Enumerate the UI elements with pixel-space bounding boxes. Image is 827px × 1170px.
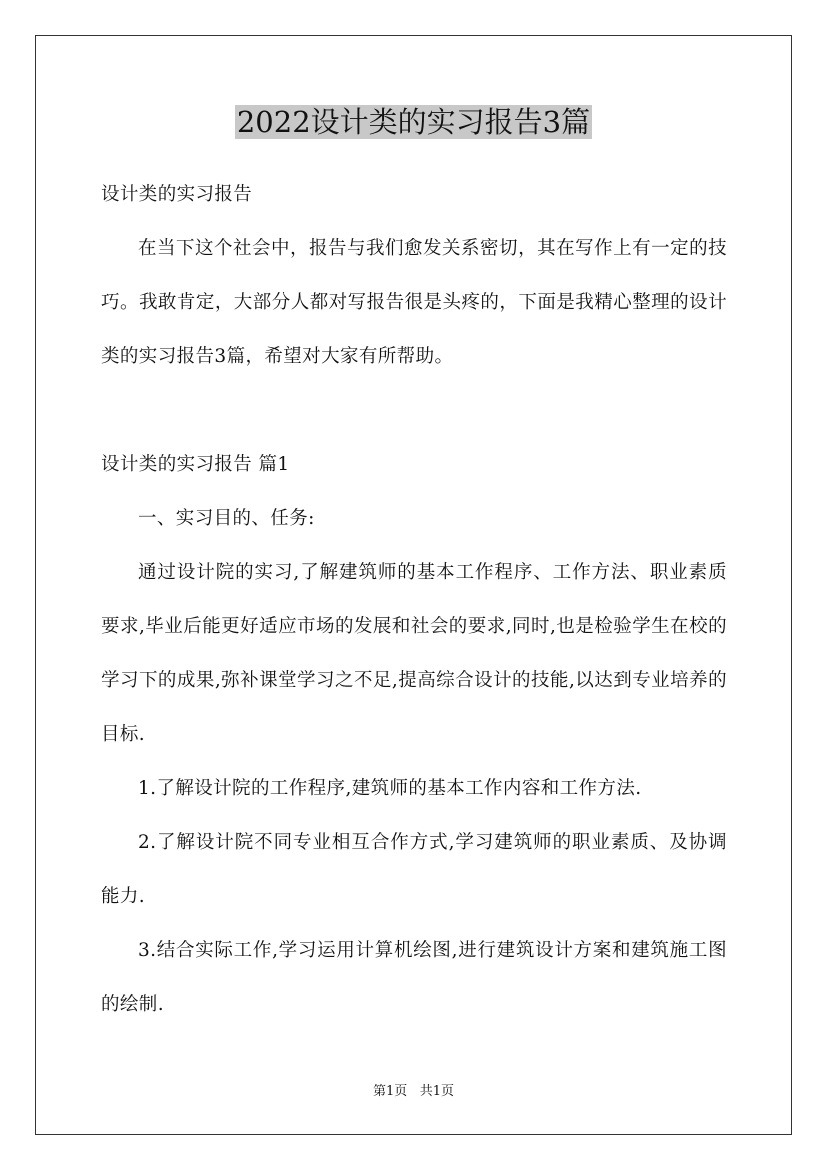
body-paragraph: 1.了解设计院的工作程序,建筑师的基本工作内容和工作方法.: [138, 778, 642, 799]
document-title-text: 2022设计类的实习报告3篇: [236, 105, 591, 139]
body-paragraph: 2.了解设计院不同专业相互合作方式,学习建筑师的职业素质、及协调能力.: [101, 832, 727, 907]
page-footer: [0, 1082, 827, 1102]
document-title: [0, 98, 827, 146]
paragraph-spacer: [101, 384, 727, 438]
page-number: 第1页: [373, 1084, 408, 1099]
document-body: [101, 168, 727, 1032]
document-subtitle: 设计类的实习报告: [101, 184, 253, 205]
page-total: 共1页: [419, 1084, 454, 1099]
section-heading: 设计类的实习报告 篇1: [101, 454, 290, 475]
body-paragraph: 通过设计院的实习,了解建筑师的基本工作程序、工作方法、职业素质要求,毕业后能更好适应市场的发展和社会的要求,同时,也是检验学生在校的学习下的成果,弥补课堂学习之不足,提高综合设计的技能,以达到专业培养的目标.: [101, 562, 727, 745]
body-paragraph: 3.结合实际工作,学习运用计算机绘图,进行建筑设计方案和建筑施工图的绘制.: [101, 940, 727, 1015]
intro-paragraph: 在当下这个社会中，报告与我们愈发关系密切，其在写作上有一定的技巧。我敢肯定，大部分人都对写报告很是头疼的，下面是我精心整理的设计类的实习报告3篇，希望对大家有所帮助。: [101, 238, 727, 367]
subsection-heading: 一、实习目的、任务:: [138, 508, 315, 529]
